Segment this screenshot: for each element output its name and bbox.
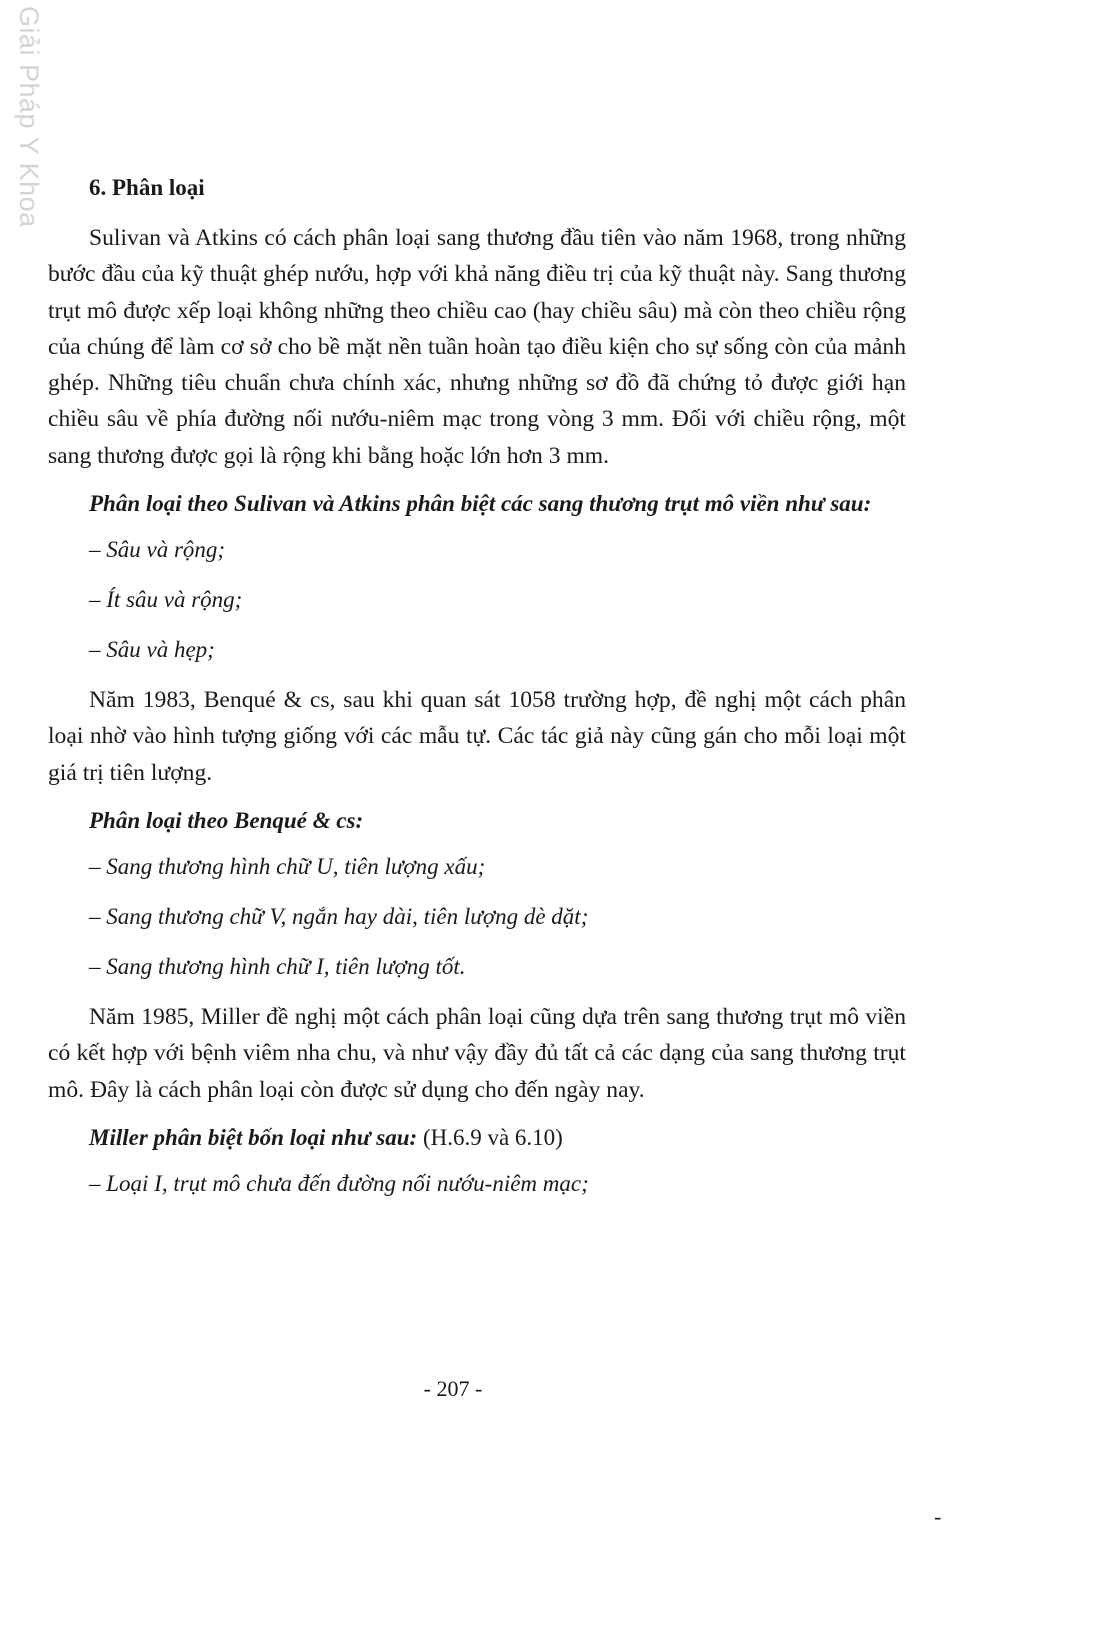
miller-classification-lead: [48, 1120, 906, 1156]
page-body: [48, 170, 906, 1216]
sulivan-classification-lead: Phân loại theo Sulivan và Atkins phân biệt các sang thương trụt mô viền như sau:: [89, 491, 872, 517]
sulivan-item-1: – Sâu và rộng;: [89, 537, 226, 563]
stray-mark: -: [934, 1504, 942, 1529]
benque-classification-lead: Phân loại theo Benqué & cs:: [89, 807, 364, 833]
paragraph-benque-intro: Năm 1983, Benqué & cs, sau khi quan sát 1058 trường hợp, đề nghị một cách phân loại nhờ vào hình tượng giống với các mẫu tự. Các tác giả này cũng gán cho mỗi loại một giá trị tiên lượng.: [48, 687, 906, 786]
watermark-text: Giải Pháp Y Khoa: [14, 6, 44, 228]
miller-lead-text: Miller phân biệt bốn loại như sau:: [89, 1124, 418, 1150]
benque-item-2: – Sang thương chữ V, ngắn hay dài, tiên lượng dè dặt;: [89, 903, 589, 929]
paragraph-miller-intro: Năm 1985, Miller đề nghị một cách phân loại cũng dựa trên sang thương trụt mô viền có kết hợp với bệnh viêm nha chu, và như vậy đầy đủ tất cả các dạng của sang thương trụt mô. Đây là cách phân loại còn được sử dụng cho đến ngày nay.: [48, 1003, 906, 1103]
sulivan-item-2: – Ít sâu và rộng;: [89, 587, 243, 613]
sulivan-item-3: – Sâu và hẹp;: [89, 637, 215, 663]
benque-item-3: – Sang thương hình chữ I, tiên lượng tốt.: [89, 953, 466, 979]
miller-figure-reference: (H.6.9 và 6.10): [417, 1124, 563, 1150]
miller-item-1: – Loại I, trụt mô chưa đến đường nối nướu-niêm mạc;: [89, 1170, 589, 1196]
section-heading: 6. Phân loại: [89, 175, 205, 200]
benque-item-1: – Sang thương hình chữ U, tiên lượng xấu;: [89, 853, 486, 879]
page-number: - 207 -: [423, 1376, 483, 1401]
paragraph-sulivan-intro: Sulivan và Atkins có cách phân loại sang thương đầu tiên vào năm 1968, trong những bước đầu của kỹ thuật ghép nướu, hợp với khả năng điều trị của kỹ thuật này. Sang thương trụt mô được xếp loại không những theo chiều cao (hay chiều sâu) mà còn theo chiều rộng của chúng để làm cơ sở cho bề mặt nền tuần hoàn tạo điều kiện cho sự sống còn của mảnh ghép. Những tiêu chuẩn chưa chính xác, nhưng những sơ đồ đã chứng tỏ được giới hạn chiều sâu về phía đường nối nướu-niêm mạc trong vòng 3 mm. Đối với chiều rộng, một sang thương được gọi là rộng khi bằng hoặc lớn hơn 3 mm.: [48, 225, 906, 469]
